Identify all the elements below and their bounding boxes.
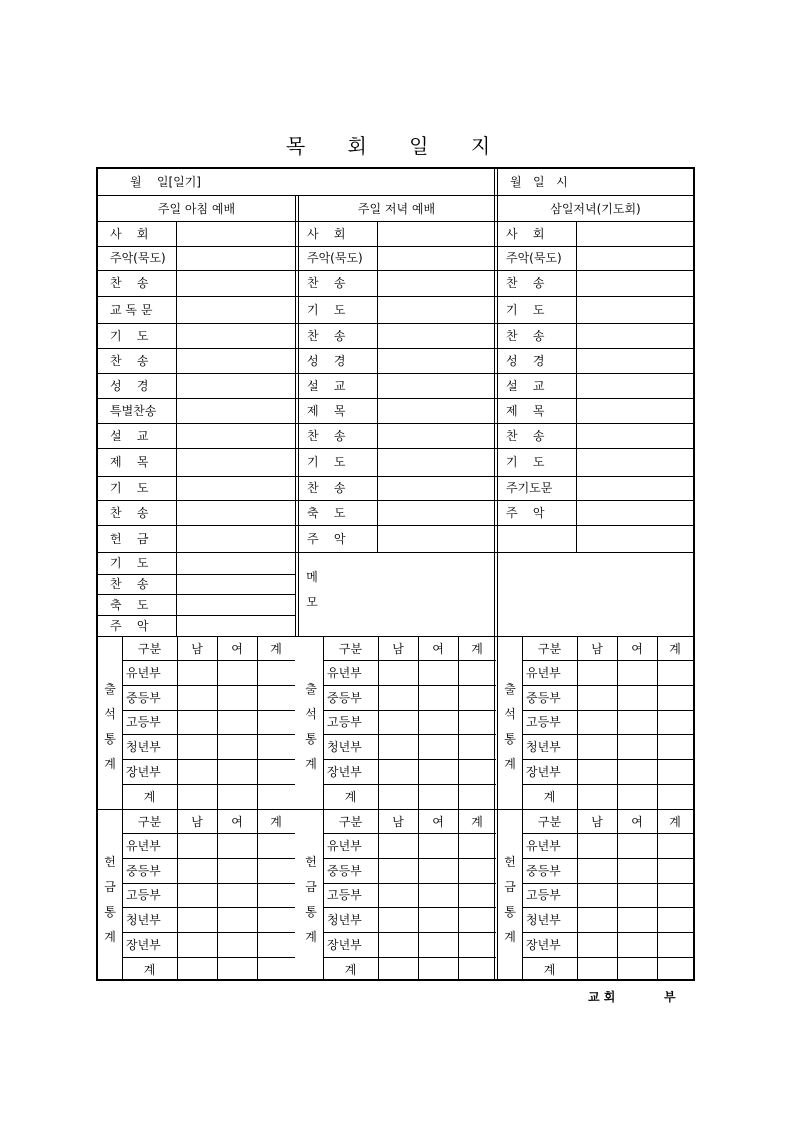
attendance-evening-row-2: 고등부 bbox=[327, 715, 362, 729]
morning-item-9: 제 목 bbox=[110, 455, 149, 469]
attendance-wednesday-row-0: 유년부 bbox=[526, 665, 561, 680]
service-row-line bbox=[98, 525, 693, 526]
service-row-line bbox=[98, 476, 693, 477]
offering-wednesday-title-char: 헌 bbox=[504, 855, 516, 869]
offering-morning-row-2: 고등부 bbox=[126, 888, 161, 902]
offering-col-line bbox=[458, 809, 459, 981]
offering-morning-row-0: 유년부 bbox=[126, 838, 161, 853]
evening-label-divider bbox=[377, 221, 378, 552]
offering-evening-row-3: 청년부 bbox=[327, 912, 362, 927]
offering-row-line bbox=[323, 858, 496, 859]
evening-item-3: 기 도 bbox=[307, 302, 346, 317]
service-row-line bbox=[98, 323, 693, 324]
attendance-morning-header-0: 구분 bbox=[137, 641, 162, 656]
offering-row-line bbox=[522, 833, 693, 834]
morning-item-12: 헌 금 bbox=[110, 531, 149, 546]
morning-item-16: 주 악 bbox=[110, 618, 149, 633]
offering-row-line bbox=[323, 907, 496, 908]
attendance-morning-row-2: 고등부 bbox=[126, 715, 161, 729]
offering-morning-title-char: 통 bbox=[104, 905, 116, 919]
offering-row-line bbox=[522, 932, 693, 933]
service-row-line bbox=[98, 270, 693, 271]
morning-item-1: 주악(묵도) bbox=[110, 251, 166, 265]
wednesday-item-0: 사 회 bbox=[506, 226, 545, 241]
attendance-morning-title-char: 계 bbox=[104, 757, 116, 771]
morning-small-row-line bbox=[98, 615, 295, 616]
service-row-line bbox=[98, 552, 693, 553]
wednesday-item-10: 주기도문 bbox=[506, 481, 553, 495]
offering-col-line bbox=[577, 809, 578, 981]
attendance-evening-title-char: 계 bbox=[305, 757, 317, 771]
offering-morning-header-2: 여 bbox=[231, 814, 243, 829]
offering-morning-header-1: 남 bbox=[191, 814, 203, 829]
offering-row-line bbox=[122, 883, 295, 884]
attendance-wednesday-header-3: 계 bbox=[669, 641, 681, 656]
offering-evening-title bbox=[299, 833, 323, 967]
header-separator bbox=[494, 169, 498, 195]
offering-morning-title-char: 금 bbox=[104, 880, 116, 894]
attendance-morning-header-3: 계 bbox=[270, 641, 282, 656]
attendance-row-line bbox=[122, 734, 295, 735]
morning-item-13: 기 도 bbox=[110, 556, 149, 570]
memo-label-char: 모 bbox=[306, 595, 318, 609]
offering-row-line bbox=[522, 858, 693, 859]
offering-wednesday-row-2: 고등부 bbox=[526, 888, 561, 902]
attendance-row-line bbox=[522, 685, 693, 686]
service-row-line bbox=[98, 246, 693, 247]
morning-item-6: 성 경 bbox=[110, 378, 149, 393]
offering-col-line bbox=[257, 809, 258, 981]
offering-wednesday-row-3: 청년부 bbox=[526, 912, 561, 927]
offering-col-line bbox=[418, 809, 419, 981]
evening-item-10: 찬 송 bbox=[307, 481, 346, 495]
offering-wednesday-header-2: 여 bbox=[631, 814, 643, 829]
attendance-evening-title-char: 출 bbox=[305, 682, 317, 696]
attendance-row-line bbox=[323, 710, 496, 711]
wednesday-item-3: 기 도 bbox=[506, 302, 545, 317]
attendance-evening-title-char: 통 bbox=[305, 732, 317, 746]
offering-evening-row-5: 계 bbox=[344, 962, 357, 977]
offering-morning-title-char: 계 bbox=[104, 930, 116, 944]
service-row-line bbox=[98, 398, 693, 399]
offering-evening-row-0: 유년부 bbox=[327, 838, 362, 853]
offering-evening-row-1: 중등부 bbox=[327, 863, 362, 878]
attendance-evening-header-1: 남 bbox=[392, 641, 404, 656]
evening-item-1: 주악(묵도) bbox=[307, 251, 363, 265]
offering-row-line bbox=[122, 858, 295, 859]
offering-row-line bbox=[323, 833, 496, 834]
service-row-line bbox=[98, 373, 693, 374]
memo-label bbox=[300, 560, 324, 620]
offering-evening-title-char: 금 bbox=[305, 880, 317, 894]
offering-label-divider bbox=[522, 809, 523, 981]
evening-item-8: 찬 송 bbox=[307, 428, 346, 443]
attendance-row-line bbox=[122, 710, 295, 711]
section-title-0: 주일 아침 예배 bbox=[157, 201, 236, 216]
attendance-row-line bbox=[522, 734, 693, 735]
morning-item-0: 사 회 bbox=[110, 226, 149, 241]
attendance-wednesday-header-0: 구분 bbox=[537, 641, 562, 656]
wednesday-item-1: 주악(묵도) bbox=[506, 251, 562, 265]
offering-wednesday-row-5: 계 bbox=[543, 962, 556, 977]
offering-wednesday-header-0: 구분 bbox=[537, 814, 562, 829]
attendance-wednesday-row-2: 고등부 bbox=[526, 715, 561, 729]
attendance-morning-header-1: 남 bbox=[191, 641, 203, 656]
offering-label-divider bbox=[323, 809, 324, 981]
attendance-wednesday-header-1: 남 bbox=[591, 641, 603, 656]
offering-evening-header-3: 계 bbox=[471, 814, 483, 829]
morning-item-3: 교 독 문 bbox=[110, 302, 153, 317]
offering-row-line bbox=[122, 907, 295, 908]
offering-wednesday-title-char: 통 bbox=[504, 905, 516, 919]
attendance-row-line bbox=[323, 734, 496, 735]
attendance-row-line bbox=[522, 710, 693, 711]
offering-wednesday-row-1: 중등부 bbox=[526, 863, 561, 878]
morning-item-4: 기 도 bbox=[110, 328, 149, 343]
attendance-evening-header-3: 계 bbox=[471, 641, 483, 656]
attendance-evening-header-2: 여 bbox=[432, 641, 444, 656]
attendance-morning-title-char: 출 bbox=[104, 682, 116, 696]
attendance-evening-row-5: 계 bbox=[344, 790, 357, 804]
offering-col-line bbox=[177, 809, 178, 981]
attendance-wednesday-title-char: 통 bbox=[504, 732, 516, 746]
offering-wednesday-row-4: 장년부 bbox=[526, 937, 561, 952]
evening-item-5: 성 경 bbox=[307, 353, 346, 368]
offering-morning-header-3: 계 bbox=[270, 814, 282, 829]
morning-item-11: 찬 송 bbox=[110, 505, 149, 520]
attendance-evening-title bbox=[299, 660, 323, 794]
service-row-line bbox=[98, 448, 693, 449]
offering-col-line bbox=[617, 809, 618, 981]
offering-label-divider bbox=[122, 809, 123, 981]
morning-item-10: 기 도 bbox=[110, 481, 149, 495]
offering-wednesday-title-char: 계 bbox=[504, 930, 516, 944]
offering-evening-header-1: 남 bbox=[392, 814, 404, 829]
attendance-wednesday-row-4: 장년부 bbox=[526, 764, 561, 779]
offering-row-line bbox=[323, 883, 496, 884]
attendance-evening-row-3: 청년부 bbox=[327, 739, 362, 754]
offering-evening-title-char: 헌 bbox=[305, 855, 317, 869]
offering-evening-header-2: 여 bbox=[432, 814, 444, 829]
attendance-morning-row-0: 유년부 bbox=[126, 665, 161, 680]
wednesday-item-8: 찬 송 bbox=[506, 428, 545, 443]
offering-morning-row-3: 청년부 bbox=[126, 912, 161, 927]
page-title: 목 회 일 지 bbox=[285, 134, 509, 158]
offering-wednesday-header-3: 계 bbox=[669, 814, 681, 829]
attendance-row-line bbox=[122, 660, 295, 661]
attendance-wednesday-row-3: 청년부 bbox=[526, 739, 561, 754]
wednesday-item-9: 기 도 bbox=[506, 455, 545, 469]
offering-col-line bbox=[217, 809, 218, 981]
wednesday-item-7: 제 목 bbox=[506, 403, 545, 418]
column-separator-1 bbox=[295, 195, 299, 636]
morning-item-8: 설 교 bbox=[110, 428, 149, 443]
evening-item-7: 제 목 bbox=[307, 403, 346, 418]
wednesday-item-2: 찬 송 bbox=[506, 276, 545, 290]
wednesday-item-11: 주 악 bbox=[506, 505, 545, 520]
offering-row-line bbox=[122, 833, 295, 834]
attendance-wednesday-row-1: 중등부 bbox=[526, 690, 561, 705]
footer-dept-label: 부 bbox=[664, 990, 676, 1004]
morning-item-15: 축 도 bbox=[110, 597, 149, 612]
offering-morning-row-4: 장년부 bbox=[126, 937, 161, 952]
wednesday-label-divider bbox=[576, 221, 577, 552]
offering-row-line bbox=[522, 907, 693, 908]
attendance-wednesday-title-char: 출 bbox=[504, 682, 516, 696]
evening-item-6: 설 교 bbox=[307, 378, 346, 393]
attendance-evening-row-4: 장년부 bbox=[327, 764, 362, 779]
attendance-row-line bbox=[122, 685, 295, 686]
morning-item-7: 특별찬송 bbox=[110, 403, 157, 418]
attendance-morning-title-char: 석 bbox=[104, 707, 116, 721]
evening-item-4: 찬 송 bbox=[307, 328, 346, 343]
attendance-wednesday-header-2: 여 bbox=[631, 641, 643, 656]
journal-form bbox=[96, 167, 695, 981]
offering-col-line bbox=[657, 809, 658, 981]
attendance-morning-row-1: 중등부 bbox=[126, 690, 161, 705]
attendance-row-line bbox=[522, 660, 693, 661]
evening-item-9: 기 도 bbox=[307, 455, 346, 469]
attendance-row-line bbox=[323, 660, 496, 661]
footer-church-label: 교 회 bbox=[588, 990, 616, 1004]
attendance-morning-header-2: 여 bbox=[231, 641, 243, 656]
evening-item-2: 찬 송 bbox=[307, 276, 346, 290]
memo-label-char: 메 bbox=[306, 570, 318, 584]
attendance-morning-title-char: 통 bbox=[104, 732, 116, 746]
morning-small-row-line bbox=[98, 574, 295, 575]
attendance-morning-row-3: 청년부 bbox=[126, 739, 161, 754]
offering-morning-row-1: 중등부 bbox=[126, 863, 161, 878]
section-title-2: 삼일저녁(기도회) bbox=[550, 201, 641, 216]
attendance-morning-row-4: 장년부 bbox=[126, 764, 161, 779]
wednesday-item-5: 성 경 bbox=[506, 353, 545, 368]
evening-item-12: 주 악 bbox=[307, 531, 346, 546]
attendance-wednesday-title-char: 석 bbox=[504, 707, 516, 721]
wednesday-item-6: 설 교 bbox=[506, 378, 545, 393]
offering-wednesday-row-0: 유년부 bbox=[526, 838, 561, 853]
attendance-morning-title bbox=[98, 660, 122, 794]
morning-item-2: 찬 송 bbox=[110, 276, 149, 290]
offering-wednesday-title-char: 금 bbox=[504, 880, 516, 894]
offering-morning-row-5: 계 bbox=[143, 962, 156, 977]
attendance-row-line bbox=[323, 685, 496, 686]
morning-item-14: 찬 송 bbox=[110, 577, 149, 591]
attendance-row-line bbox=[122, 759, 295, 760]
offering-wednesday-title bbox=[498, 833, 522, 967]
attendance-evening-row-1: 중등부 bbox=[327, 690, 362, 705]
morning-small-row-line bbox=[98, 594, 295, 595]
offering-evening-title-char: 통 bbox=[305, 905, 317, 919]
attendance-morning-row-5: 계 bbox=[143, 790, 156, 804]
section-title-1: 주일 저녁 예배 bbox=[357, 201, 436, 216]
attendance-wednesday-row-5: 계 bbox=[543, 790, 556, 804]
offering-col-line bbox=[378, 809, 379, 981]
attendance-row-line bbox=[522, 759, 693, 760]
offering-evening-row-4: 장년부 bbox=[327, 937, 362, 952]
attendance-evening-row-0: 유년부 bbox=[327, 665, 362, 680]
offering-evening-row-2: 고등부 bbox=[327, 888, 362, 902]
attendance-evening-header-0: 구분 bbox=[338, 641, 363, 656]
service-row-line bbox=[98, 423, 693, 424]
section-title-line bbox=[98, 221, 693, 222]
offering-morning-title-char: 헌 bbox=[104, 855, 116, 869]
attendance-wednesday-title-char: 계 bbox=[504, 757, 516, 771]
offering-row-line bbox=[122, 932, 295, 933]
evening-item-11: 축 도 bbox=[307, 505, 346, 520]
date-time-label: 월 일 시 bbox=[510, 175, 568, 189]
service-row-line bbox=[98, 500, 693, 501]
service-row-line bbox=[98, 296, 693, 297]
offering-wednesday-header-1: 남 bbox=[591, 814, 603, 829]
wednesday-item-4: 찬 송 bbox=[506, 328, 545, 343]
attendance-evening-title-char: 석 bbox=[305, 707, 317, 721]
offering-morning-header-0: 구분 bbox=[137, 814, 162, 829]
offering-row-line bbox=[323, 932, 496, 933]
attendance-row-line bbox=[323, 759, 496, 760]
offering-evening-title-char: 계 bbox=[305, 930, 317, 944]
date-weather-label: 월 일[일기] bbox=[130, 175, 201, 189]
evening-item-0: 사 회 bbox=[307, 226, 346, 241]
attendance-wednesday-title bbox=[498, 660, 522, 794]
offering-evening-header-0: 구분 bbox=[338, 814, 363, 829]
offering-row-line bbox=[522, 883, 693, 884]
service-row-line bbox=[98, 348, 693, 349]
morning-item-5: 찬 송 bbox=[110, 353, 149, 368]
offering-morning-title bbox=[98, 833, 122, 967]
